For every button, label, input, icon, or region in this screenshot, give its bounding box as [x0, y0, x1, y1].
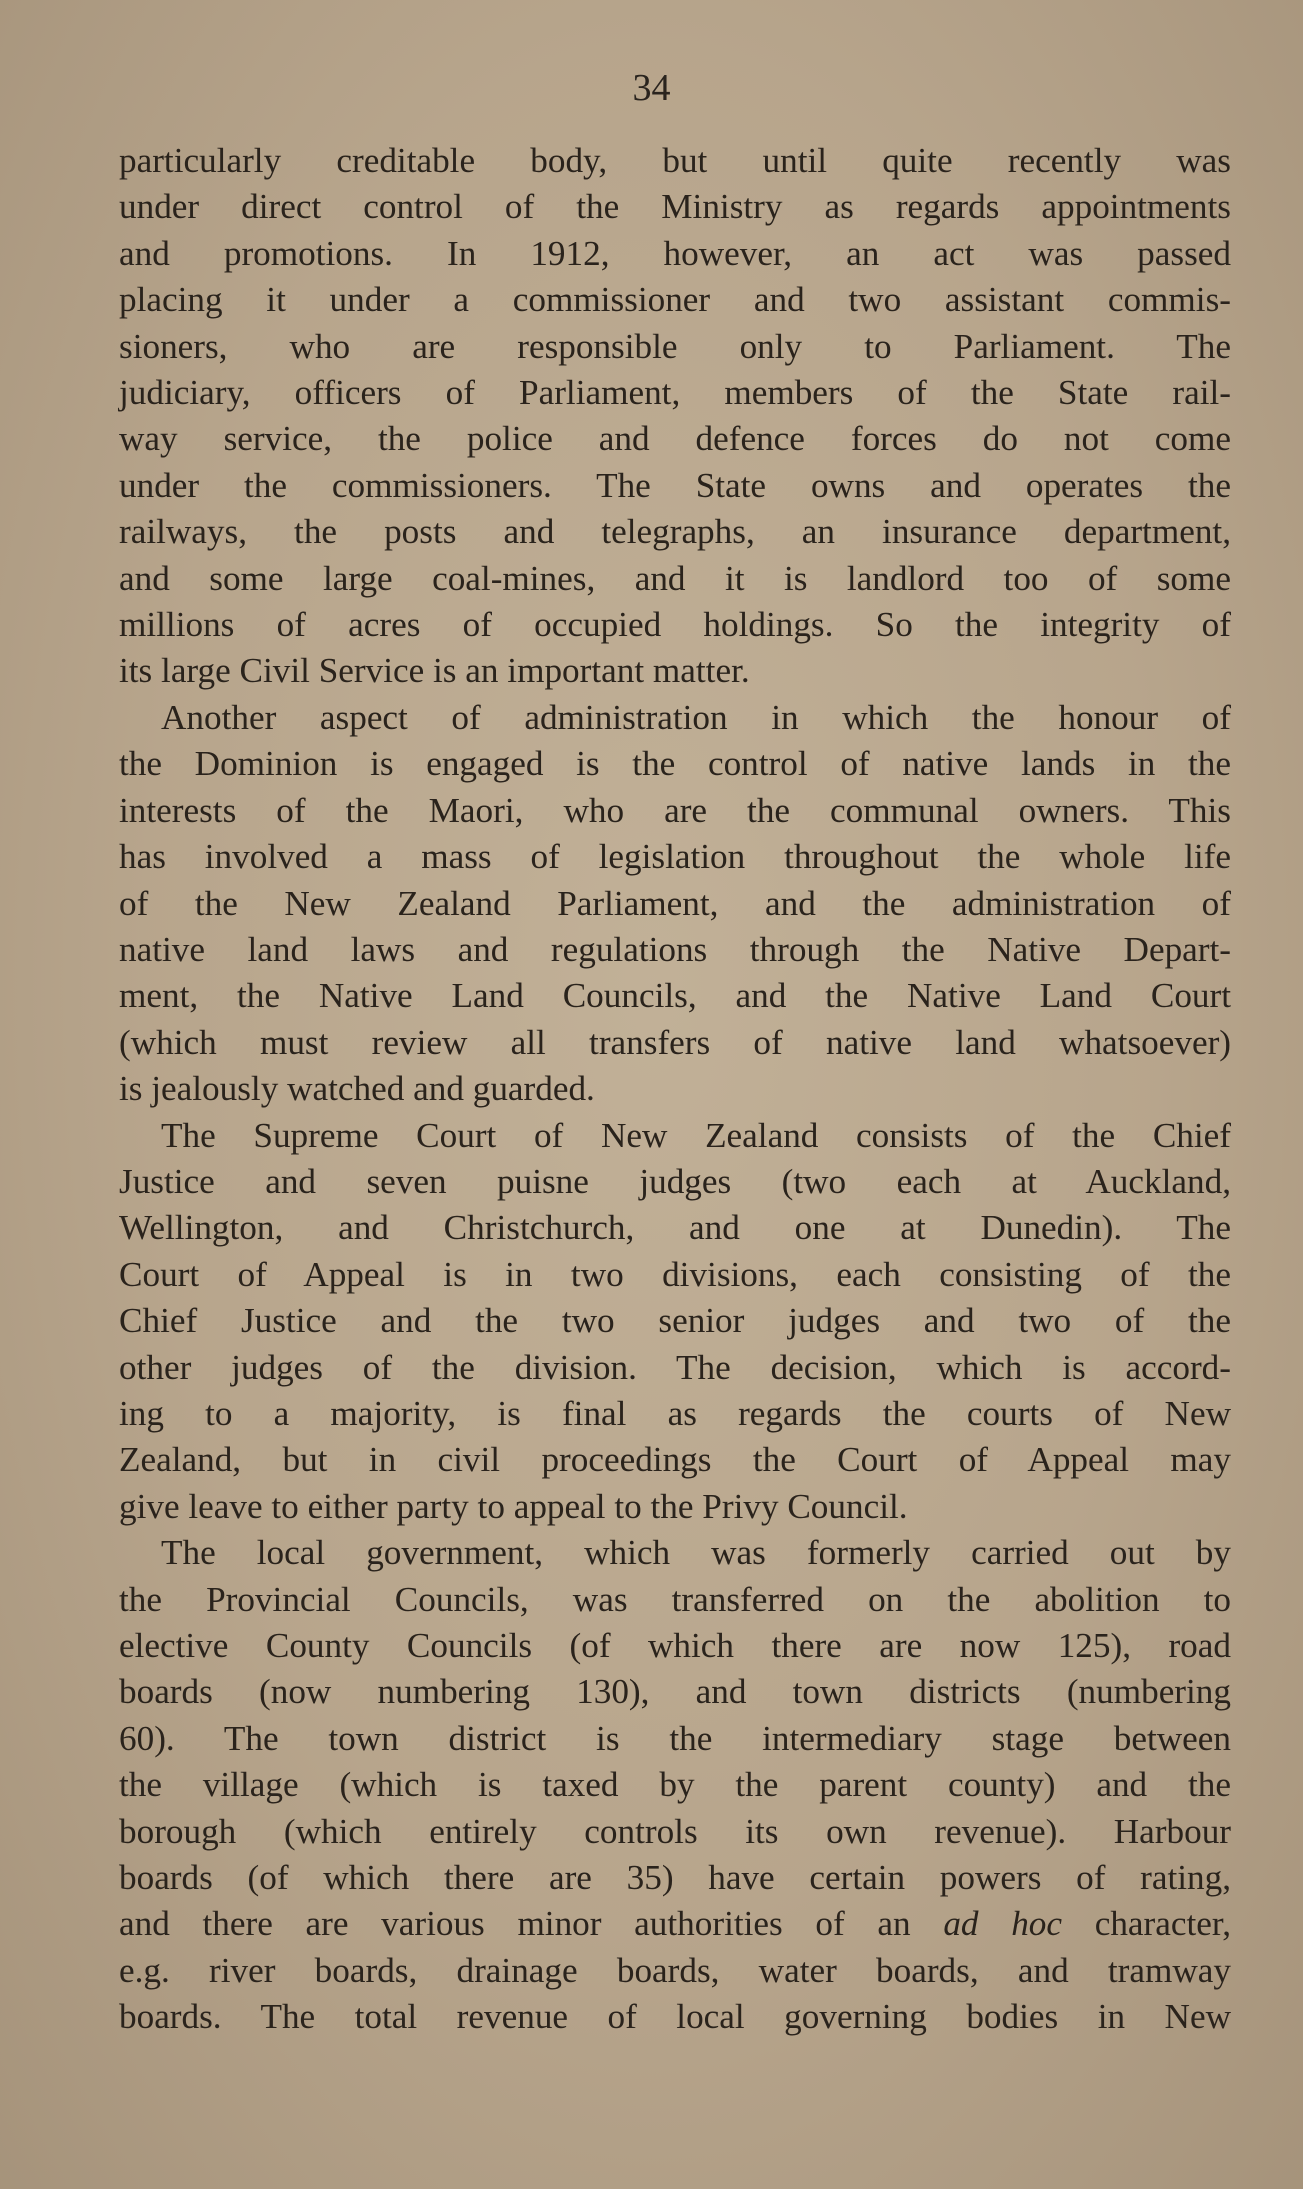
text-segment: character,	[1062, 1904, 1231, 1944]
text-line: Zealand, but in civil proceedings the Court of Appeal may	[119, 1440, 1231, 1480]
body-text	[119, 138, 1231, 2041]
text-line: of the New Zealand Parliament, and the administration of	[119, 883, 1231, 923]
text-line: boards (now numbering 130), and town districts (numbering	[119, 1672, 1231, 1712]
text-line: is jealously watched and guarded.	[119, 1069, 595, 1109]
text-line: Another aspect of administration in which the honour of	[161, 697, 1231, 737]
paragraph-local-government	[119, 1530, 1231, 2040]
text-line: judiciary, officers of Parliament, members of the State rail-	[119, 373, 1231, 413]
text-line: 60). The town district is the intermediary stage between	[119, 1718, 1231, 1758]
text-line: The local government, which was formerly carried out by	[161, 1533, 1231, 1573]
italic-phrase: ad hoc	[943, 1904, 1063, 1944]
text-line: and some large coal-mines, and it is landlord too of some	[119, 558, 1231, 598]
text-line: Justice and seven puisne judges (two each at Auckland,	[119, 1161, 1231, 1201]
text-line: has involved a mass of legislation throughout the whole life	[119, 837, 1231, 877]
text-line: sioners, who are responsible only to Parliament. The	[119, 326, 1231, 366]
text-line	[119, 1901, 1231, 1947]
text-line: other judges of the division. The decision, which is accord-	[119, 1347, 1231, 1387]
text-line: placing it under a commissioner and two assistant commis-	[119, 280, 1231, 320]
paragraph-supreme-court	[119, 1113, 1231, 1531]
paragraph-civil-service	[119, 138, 1231, 695]
text-line: under direct control of the Ministry as regards appointments	[119, 187, 1231, 227]
text-line: give leave to either party to appeal to the Privy Council.	[119, 1486, 908, 1526]
text-line: elective County Councils (of which there are now 125), road	[119, 1626, 1231, 1665]
text-line: way service, the police and defence forces do not come	[119, 419, 1231, 459]
text-line: Court of Appeal is in two divisions, each consisting of the	[119, 1254, 1231, 1294]
paragraph-native-lands	[119, 695, 1231, 1113]
text-line: ing to a majority, is final as regards the courts of New	[119, 1393, 1231, 1433]
text-line: (which must review all transfers of native land whatsoever)	[119, 1022, 1231, 1062]
text-line: The Supreme Court of New Zealand consists of the Chief	[161, 1115, 1231, 1155]
text-line: boards. The total revenue of local governing bodies in New	[119, 1997, 1231, 2037]
text-segment: and there are various minor authorities of an	[119, 1904, 944, 1944]
text-line: native land laws and regulations through the Native Depart-	[119, 929, 1231, 969]
text-line: under the commissioners. The State owns and operates the	[119, 465, 1231, 505]
text-line: ment, the Native Land Councils, and the Native Land Court	[119, 976, 1231, 1016]
text-line: e.g. river boards, drainage boards, water boards, and tramway	[119, 1950, 1231, 1990]
text-line: Chief Justice and the two senior judges and two of the	[119, 1301, 1231, 1341]
text-line: its large Civil Service is an important matter.	[119, 651, 750, 691]
text-line: and promotions. In 1912, however, an act was passed	[119, 233, 1231, 273]
text-line: interests of the Maori, who are the communal owners. This	[119, 790, 1231, 830]
text-line: railways, the posts and telegraphs, an insurance department,	[119, 512, 1231, 552]
text-line: particularly creditable body, but until quite recently was	[119, 141, 1231, 180]
text-line: Wellington, and Christchurch, and one at Dunedin). The	[119, 1208, 1231, 1248]
text-line: boards (of which there are 35) have certain powers of rating,	[119, 1858, 1231, 1898]
page-number: 34	[632, 67, 671, 109]
text-line: the Dominion is engaged is the control of native lands in the	[119, 744, 1231, 784]
text-line: the Provincial Councils, was transferred on the abolition to	[119, 1579, 1231, 1619]
text-line: borough (which entirely controls its own revenue). Harbour	[119, 1811, 1231, 1851]
text-line: the village (which is taxed by the parent county) and the	[119, 1765, 1231, 1805]
text-line: millions of acres of occupied holdings. So the integrity of	[119, 605, 1231, 645]
